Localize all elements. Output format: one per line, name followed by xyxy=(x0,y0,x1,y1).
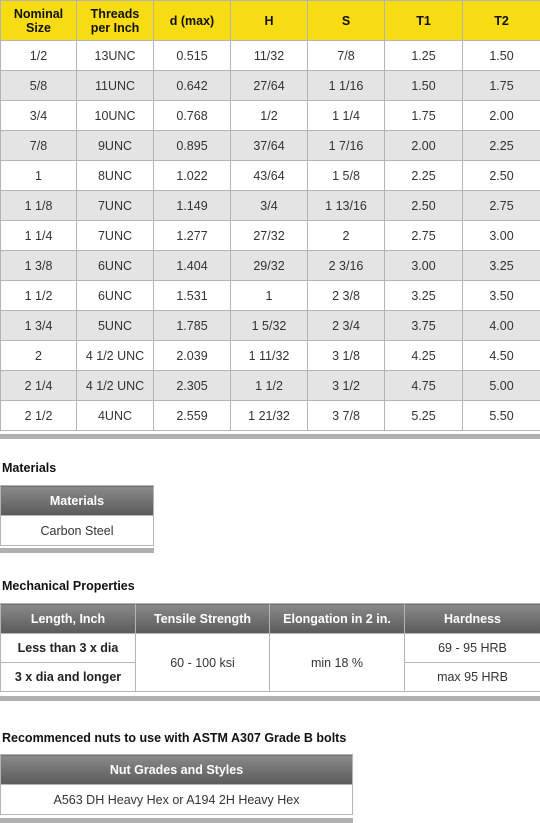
mech-row1-hardness: 69 - 95 HRB xyxy=(405,634,540,663)
table-row xyxy=(1,341,540,371)
table-cell: 0.768 xyxy=(154,101,231,131)
table-cell: 1 1/2 xyxy=(231,371,308,401)
table-cell: 1.277 xyxy=(154,221,231,251)
table-cell: 4 1/2 UNC xyxy=(77,371,154,401)
table-cell: 2 1/4 xyxy=(1,371,77,401)
table-cell: 2.75 xyxy=(463,191,540,221)
table-cell: 29/32 xyxy=(231,251,308,281)
dimensions-header-text: per Inch xyxy=(90,20,140,35)
table-cell: 1.75 xyxy=(463,71,540,101)
table-cell: 1 1/4 xyxy=(1,221,77,251)
table-cell: 1.149 xyxy=(154,191,231,221)
mech-row1-length: Less than 3 x dia xyxy=(1,634,136,663)
table-cell: 1 3/4 xyxy=(1,311,77,341)
table-cell: 0.642 xyxy=(154,71,231,101)
table-cell: 5.50 xyxy=(463,401,540,431)
table-cell: 1.022 xyxy=(154,161,231,191)
table-row xyxy=(1,131,540,161)
table-row xyxy=(1,401,540,431)
dimensions-header-text: S xyxy=(341,13,351,28)
table-cell: 3 1/8 xyxy=(308,341,385,371)
table-cell: 1 1/4 xyxy=(308,101,385,131)
nuts-header: Nut Grades and Styles xyxy=(1,755,353,785)
table-cell: 1/2 xyxy=(1,41,77,71)
table-cell: 2.50 xyxy=(463,161,540,191)
table-cell: 8UNC xyxy=(77,161,154,191)
mech-header-elongation: Elongation in 2 in. xyxy=(270,604,405,634)
dimensions-header-text: Nominal xyxy=(13,6,64,21)
table-cell: 2.00 xyxy=(463,101,540,131)
table-cell: 2.559 xyxy=(154,401,231,431)
mech-header-hardness: Hardness xyxy=(405,604,540,634)
table-cell: 3.00 xyxy=(463,221,540,251)
table-cell: 5/8 xyxy=(1,71,77,101)
nuts-table-divider xyxy=(0,818,353,823)
dimensions-header-cell xyxy=(231,1,308,41)
table-cell: 27/32 xyxy=(231,221,308,251)
dimensions-header-text: d (max) xyxy=(169,13,215,28)
table-cell: 4.25 xyxy=(385,341,463,371)
table-cell: 3.75 xyxy=(385,311,463,341)
table-cell: 2.25 xyxy=(463,131,540,161)
table-cell: 27/64 xyxy=(231,71,308,101)
materials-table xyxy=(0,485,154,546)
mech-row2-length: 3 x dia and longer xyxy=(1,663,136,692)
dimensions-header-text: T2 xyxy=(494,13,509,28)
table-cell: 2.305 xyxy=(154,371,231,401)
table-cell: 4.75 xyxy=(385,371,463,401)
table-cell: 9UNC xyxy=(77,131,154,161)
mechanical-properties-table xyxy=(0,603,540,692)
dimensions-header-cell xyxy=(77,1,154,41)
table-cell: 2 3/4 xyxy=(308,311,385,341)
table-cell: 1 1/16 xyxy=(308,71,385,101)
mech-elongation-value: min 18 % xyxy=(270,634,405,692)
table-cell: 1.785 xyxy=(154,311,231,341)
table-cell: 1 3/8 xyxy=(1,251,77,281)
table-cell: 3 7/8 xyxy=(308,401,385,431)
table-row xyxy=(1,311,540,341)
mechanical-section-title: Mechanical Properties xyxy=(2,579,135,593)
table-cell: 2.25 xyxy=(385,161,463,191)
table-cell: 1 1/2 xyxy=(1,281,77,311)
table-cell: 2 1/2 xyxy=(1,401,77,431)
table-cell: 4.50 xyxy=(463,341,540,371)
table-cell: 2.75 xyxy=(385,221,463,251)
table-cell: 1 5/8 xyxy=(308,161,385,191)
table-cell: 0.895 xyxy=(154,131,231,161)
table-cell: 4.00 xyxy=(463,311,540,341)
table-cell: 37/64 xyxy=(231,131,308,161)
table-cell: 3/4 xyxy=(231,191,308,221)
nuts-table xyxy=(0,754,353,815)
table-row xyxy=(1,371,540,401)
table-row xyxy=(1,281,540,311)
nuts-value: A563 DH Heavy Hex or A194 2H Heavy Hex xyxy=(1,785,353,815)
mech-header-length: Length, Inch xyxy=(1,604,136,634)
table-cell: 1.531 xyxy=(154,281,231,311)
table-cell: 6UNC xyxy=(77,281,154,311)
table-cell: 2.00 xyxy=(385,131,463,161)
table-cell: 11/32 xyxy=(231,41,308,71)
mech-header-tensile: Tensile Strength xyxy=(136,604,270,634)
table-cell: 3.50 xyxy=(463,281,540,311)
table-row xyxy=(1,221,540,251)
table-cell: 10UNC xyxy=(77,101,154,131)
table-cell: 3.25 xyxy=(385,281,463,311)
materials-table-divider xyxy=(0,548,154,553)
table-row xyxy=(1,161,540,191)
table-cell: 7UNC xyxy=(77,191,154,221)
table-cell: 1.25 xyxy=(385,41,463,71)
table-cell: 2 xyxy=(308,221,385,251)
table-cell: 7UNC xyxy=(77,221,154,251)
table-cell: 1 21/32 xyxy=(231,401,308,431)
nuts-section-title: Recommenced nuts to use with ASTM A307 Grade B bolts xyxy=(2,731,347,745)
table-cell: 7/8 xyxy=(1,131,77,161)
dimensions-header-text: T1 xyxy=(416,13,431,28)
dimensions-header-cell xyxy=(385,1,463,41)
table-cell: 0.515 xyxy=(154,41,231,71)
table-cell: 2.039 xyxy=(154,341,231,371)
table-cell: 5.25 xyxy=(385,401,463,431)
table-row xyxy=(1,41,540,71)
dimensions-table-divider xyxy=(0,434,540,439)
table-cell: 1 13/16 xyxy=(308,191,385,221)
table-cell: 1 xyxy=(231,281,308,311)
table-row xyxy=(1,251,540,281)
dimensions-header-cell xyxy=(463,1,540,41)
table-cell: 5.00 xyxy=(463,371,540,401)
table-cell: 6UNC xyxy=(77,251,154,281)
mechanical-table-divider xyxy=(0,696,540,701)
table-cell: 7/8 xyxy=(308,41,385,71)
dimensions-header-cell xyxy=(154,1,231,41)
table-cell: 1.50 xyxy=(385,71,463,101)
dimensions-header-cell xyxy=(1,1,77,41)
mech-row2-hardness: max 95 HRB xyxy=(405,663,540,692)
table-cell: 3/4 xyxy=(1,101,77,131)
table-cell: 2 xyxy=(1,341,77,371)
dimensions-header-text: Threads xyxy=(90,6,140,21)
table-cell: 1.404 xyxy=(154,251,231,281)
dimensions-header-row xyxy=(1,1,540,41)
table-cell: 3.00 xyxy=(385,251,463,281)
table-cell: 3.25 xyxy=(463,251,540,281)
table-row xyxy=(1,71,540,101)
table-cell: 1 1/8 xyxy=(1,191,77,221)
table-cell: 43/64 xyxy=(231,161,308,191)
mech-tensile-value: 60 - 100 ksi xyxy=(136,634,270,692)
table-row xyxy=(1,191,540,221)
dimensions-header-text: Size xyxy=(25,20,51,35)
table-cell: 1 5/32 xyxy=(231,311,308,341)
table-cell: 1/2 xyxy=(231,101,308,131)
table-row xyxy=(1,101,540,131)
table-cell: 1.75 xyxy=(385,101,463,131)
table-cell: 1 7/16 xyxy=(308,131,385,161)
table-cell: 4 1/2 UNC xyxy=(77,341,154,371)
table-cell: 1 xyxy=(1,161,77,191)
table-cell: 3 1/2 xyxy=(308,371,385,401)
materials-header: Materials xyxy=(1,486,154,516)
dimensions-header-text: H xyxy=(264,13,274,28)
materials-section-title: Materials xyxy=(2,461,57,475)
table-cell: 1.50 xyxy=(463,41,540,71)
table-cell: 2.50 xyxy=(385,191,463,221)
dimensions-header-cell xyxy=(308,1,385,41)
table-cell: 5UNC xyxy=(77,311,154,341)
table-cell: 2 3/8 xyxy=(308,281,385,311)
table-cell: 11UNC xyxy=(77,71,154,101)
table-cell: 4UNC xyxy=(77,401,154,431)
table-cell: 13UNC xyxy=(77,41,154,71)
materials-value: Carbon Steel xyxy=(1,516,154,546)
table-cell: 2 3/16 xyxy=(308,251,385,281)
table-cell: 1 11/32 xyxy=(231,341,308,371)
